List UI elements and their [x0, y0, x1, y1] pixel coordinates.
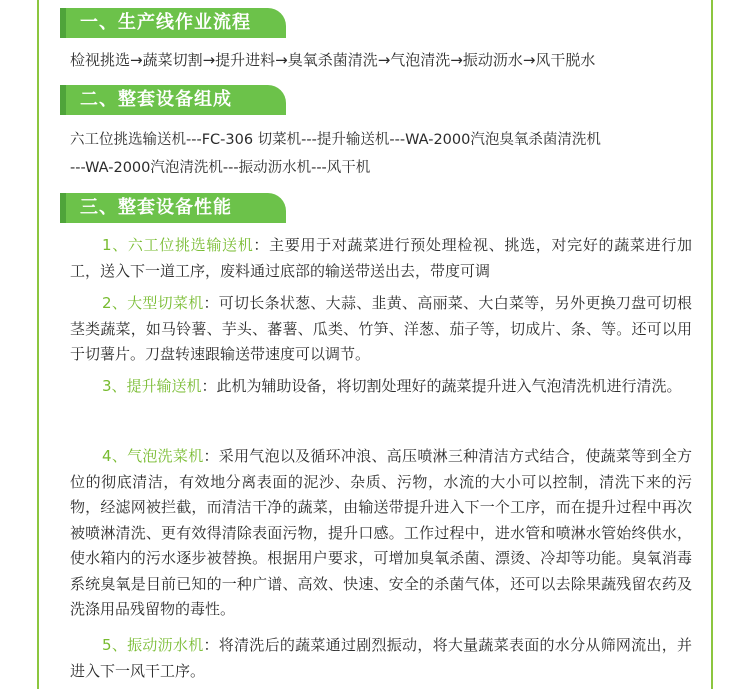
performance-item-3 — [70, 374, 692, 400]
section-heading-performance: 三、整套设备性能 — [66, 193, 286, 223]
equipment-list-line-2: ---WA-2000汽泡清洗机---振动沥水机---风干机 — [70, 160, 371, 176]
item-text: ：可切长条状葱、大蒜、韭黄、高丽菜、大白菜等，另外更换刀盘可切根茎类蔬菜，如马铃薯、芋头、蕃薯、瓜类、竹笋、洋葱、茄子等，切成片、条、等。还可以用于切薯片。刀盘转速跟输送带速度可以调节。 — [70, 294, 692, 363]
section-heading-equipment: 二、整套设备组成 — [66, 85, 286, 115]
performance-item-1 — [70, 233, 692, 284]
process-flow-text: 检视挑选→蔬菜切割→提升进料→臭氧杀菌清洗→气泡清洗→振动沥水→风干脱水 — [70, 51, 596, 69]
section-heading-process: 一、生产线作业流程 — [66, 8, 286, 38]
item-title: 2、大型切菜机 — [102, 294, 204, 312]
performance-item-4 — [70, 444, 692, 623]
item-text: ：主要用于对蔬菜进行预处理检视、挑选，对完好的蔬菜进行加工，送入下一道工序，废料通过底部的输送带送出去，带度可调 — [70, 236, 692, 280]
right-frame-line — [711, 0, 713, 689]
item-text: ：此机为辅助设备，将切割处理好的蔬菜提升进入气泡清洗机进行清洗。 — [201, 377, 682, 395]
item-title: 3、提升输送机 — [102, 377, 202, 395]
left-frame-line — [37, 0, 39, 689]
equipment-list-line-1: 六工位挑选输送机---FC-306 切菜机---提升输送机---WA-2000汽泡臭氧杀菌清洗机 — [70, 132, 601, 148]
performance-item-2 — [70, 291, 692, 368]
item-text: ：采用气泡以及循环冲浪、高压喷淋三种清洁方式结合，使蔬菜等到全方位的彻底清洁，有效地分离表面的泥沙、杂质、污物，水流的大小可以控制，清洗下来的污物，经滤网被拦截，而清洁干净的蔬菜，由输送带提升进入下一个工序，而在提升过程中再次被喷淋清洗、更有效得清除表面污物，提升口感。工作过程中，进水管和喷淋水管始终供水，使水箱内的污水逐步被替换。根据用户要求，可增加臭氧杀菌、漂烫、冷却等功能。臭氧消毒系统臭氧是目前已知的一种广谱、高效、快速、安全的杀菌气体，还可以去除果蔬残留农药及洗涤用品残留物的毒性。 — [70, 447, 692, 618]
performance-item-5 — [70, 633, 692, 684]
item-title: 4、气泡洗菜机 — [102, 447, 204, 465]
item-text: ：将清洗后的蔬菜通过剧烈振动，将大量蔬菜表面的水分从筛网流出，并进入下一风干工序。 — [70, 636, 692, 680]
item-title: 5、振动沥水机 — [102, 636, 204, 654]
item-title: 1、六工位挑选输送机 — [102, 236, 254, 254]
